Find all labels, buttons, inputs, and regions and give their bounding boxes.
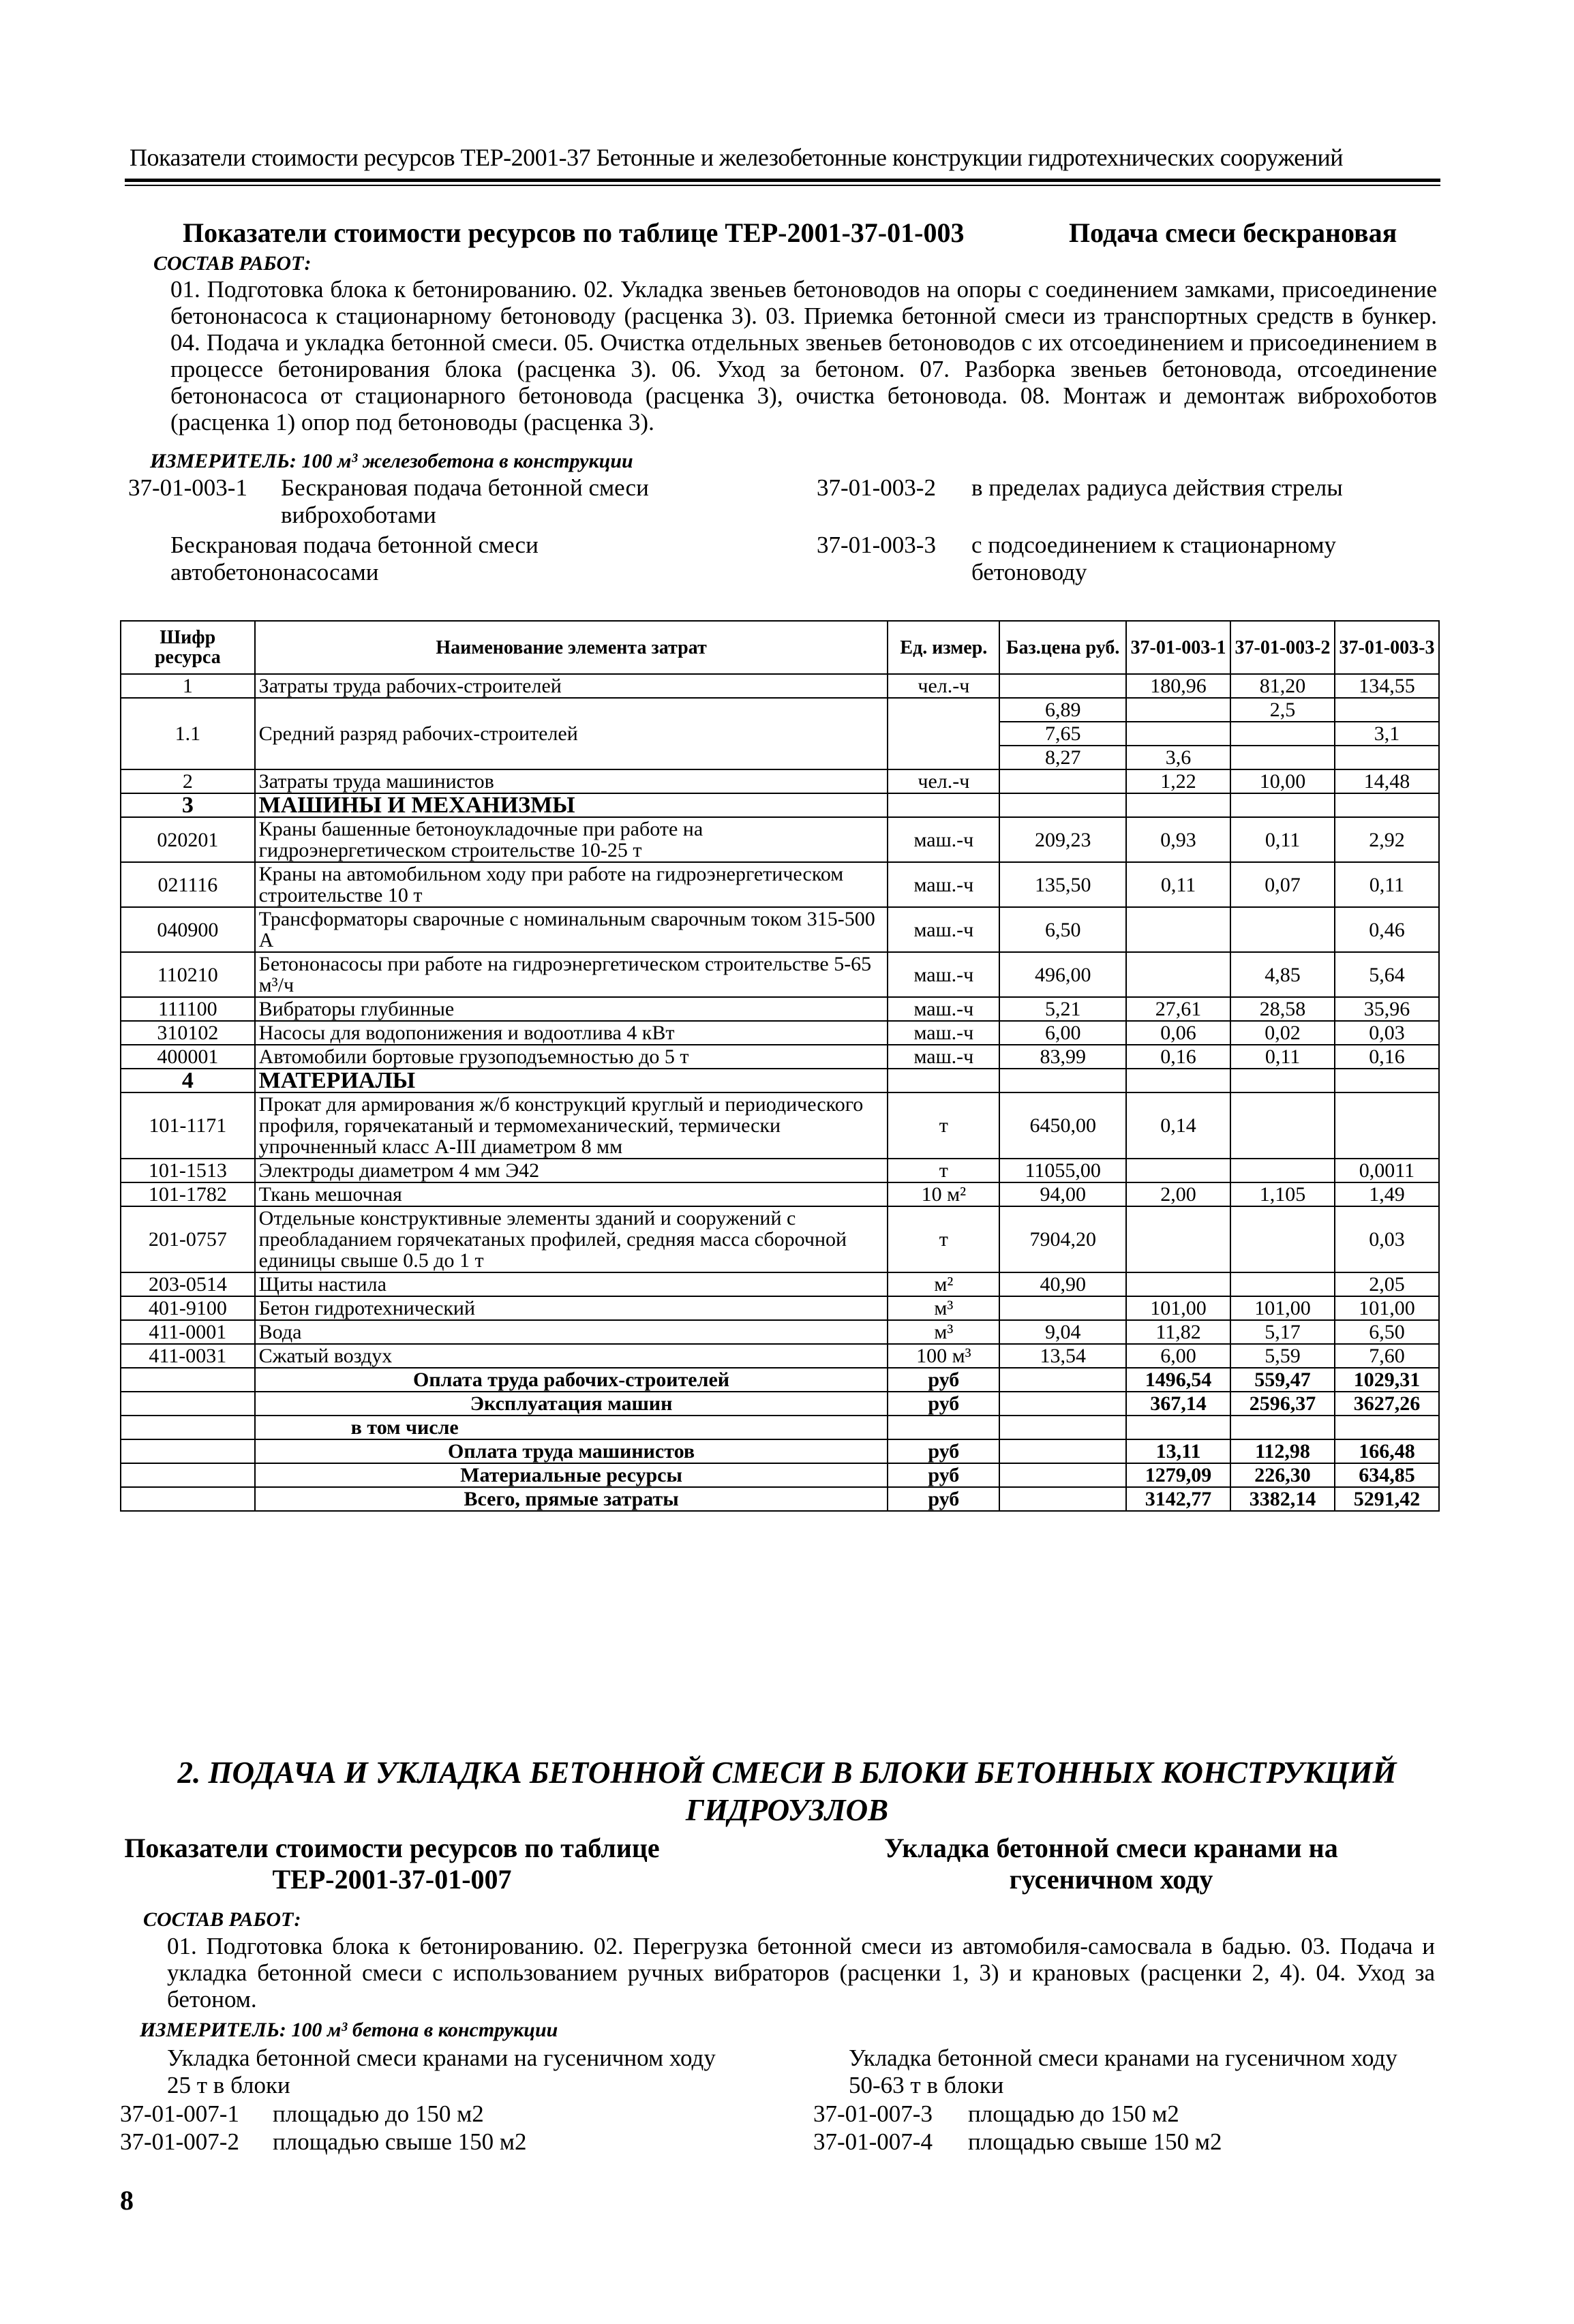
- cell-price: 11055,00: [999, 1159, 1126, 1182]
- code-desc: Бескрановая подача бетонной смеси автобетононасосами: [170, 532, 539, 585]
- summary-unit: руб: [888, 1463, 999, 1487]
- table-row: [121, 1272, 1439, 1296]
- cell-unit: маш.-ч: [888, 1045, 999, 1069]
- cell-unit: чел.-ч: [888, 769, 999, 793]
- summary-value: 2596,37: [1230, 1392, 1335, 1416]
- code-desc: Бескрановая подача бетонной смеси виброхоботами: [281, 474, 649, 528]
- cell-value: 6,00: [1126, 1344, 1230, 1368]
- cell-value: 7,60: [1335, 1344, 1439, 1368]
- cell-value: 0,07: [1230, 862, 1335, 907]
- cell-price: 5,21: [999, 997, 1126, 1021]
- cell-code: 4: [121, 1069, 255, 1092]
- cell-unit: маш.-ч: [888, 952, 999, 997]
- code-label: 37-01-003-1: [128, 474, 247, 501]
- summary-name: Оплата труда рабочих-строителей: [255, 1368, 888, 1392]
- cell-code: 040900: [121, 907, 255, 952]
- cell-code: 201-0757: [121, 1206, 255, 1272]
- table-row: [121, 1296, 1439, 1320]
- cell-value: 4,85: [1230, 952, 1335, 997]
- cell-value: [1126, 1206, 1230, 1272]
- cell-value: 0,46: [1335, 907, 1439, 952]
- cell-code: 111100: [121, 997, 255, 1021]
- cell-unit: чел.-ч: [888, 674, 999, 698]
- cell-unit: [888, 698, 999, 769]
- table-row: [121, 698, 1439, 722]
- cell-value: [1230, 1159, 1335, 1182]
- header-cell: Наименование элемента затрат: [255, 621, 888, 674]
- cell-value: 180,96: [1126, 674, 1230, 698]
- summary-value: 13,11: [1126, 1439, 1230, 1463]
- cell-name: Щиты настила: [255, 1272, 888, 1296]
- cell-price: 6,50: [999, 907, 1126, 952]
- cell-name: Ткань мешочная: [255, 1182, 888, 1206]
- cell-value: 1,49: [1335, 1182, 1439, 1206]
- cell-name: Бетононасосы при работе на гидроэнергетическом строительстве 5-65 м³/ч: [255, 952, 888, 997]
- code-label: 37-01-003-3: [817, 532, 936, 558]
- cell-value: [1230, 1092, 1335, 1159]
- code-label: 37-01-003-2: [817, 474, 936, 501]
- table-row: [121, 1206, 1439, 1272]
- cell-value: 101,00: [1126, 1296, 1230, 1320]
- summary-value: 3382,14: [1230, 1487, 1335, 1511]
- table-row: [121, 1182, 1439, 1206]
- cell-value: 0,11: [1230, 817, 1335, 862]
- cell-code: 101-1171: [121, 1092, 255, 1159]
- summary-unit: руб: [888, 1368, 999, 1392]
- summary-name: Оплата труда машинистов: [255, 1439, 888, 1463]
- cell-unit: м²: [888, 1272, 999, 1296]
- code-desc: площадью свыше 150 м2: [273, 2128, 527, 2155]
- cell-unit: маш.-ч: [888, 1021, 999, 1045]
- page-number: 8: [120, 2185, 134, 2216]
- table-row: [121, 817, 1439, 862]
- cell-value: [1230, 722, 1335, 746]
- cell-name: Затраты труда рабочих-строителей: [255, 674, 888, 698]
- code-desc: в пределах радиуса действия стрелы: [971, 474, 1343, 501]
- table-row: [121, 997, 1439, 1021]
- work-text: 01. Подготовка блока к бетонированию. 02. Перегрузка бетонной смеси из автомобиля-самосвала в бадью. 03. Подача и укладка бетонной смеси с использованием ручных вибраторов (расценки 1, 3) и крановых (расценки 2, 4). 04. Уход за бетоном.: [167, 1933, 1435, 2013]
- header-rule: [125, 179, 1440, 182]
- table-header-row: [121, 621, 1439, 674]
- cell-value: 0,02: [1230, 1021, 1335, 1045]
- work-text: 01. Подготовка блока к бетонированию. 02. Укладка звеньев бетоноводов на опоры с соединением замками, присоединение бетононасоса к стационарному бетоноводу (расценка 3). 03. Приемка бетонной смеси из транспортных средств в бункер. 04. Подача и укладка бетонной смеси. 05. Очистка отдельных звеньев бетоноводов с их отсоединением и присоединением в процессе бетонирования блока (расценка 3). 06. Уход за бетоном. 07. Разборка звеньев бетоновода, отсоединение бетононасоса от стационарного бетоновода (расценка 3), очистка бетоновода. 08. Монтаж и демонтаж виброхоботов (расценка 1) опор под бетоноводы (расценка 3).: [170, 276, 1437, 435]
- cell-price: 135,50: [999, 862, 1126, 907]
- code-label: 37-01-007-1: [120, 2100, 239, 2127]
- header-cell: 37-01-003-3: [1335, 621, 1439, 674]
- cell-value: [1126, 952, 1230, 997]
- group-head: Укладка бетонной смеси кранами на гусеничном ходу 50-63 т в блоки: [849, 2045, 1397, 2098]
- cell-unit: маш.-ч: [888, 862, 999, 907]
- cell-name: Насосы для водопонижения и водоотлива 4 кВт: [255, 1021, 888, 1045]
- cell-price: 83,99: [999, 1045, 1126, 1069]
- cell-value: 0,14: [1126, 1092, 1230, 1159]
- cell-value: 1,105: [1230, 1182, 1335, 1206]
- section2-heading-cont: ГИДРОУЗЛОВ: [685, 1793, 889, 1827]
- cell-value: 0,11: [1126, 862, 1230, 907]
- resource-table: [120, 620, 1440, 1512]
- cell-value: 28,58: [1230, 997, 1335, 1021]
- summary-value: 3142,77: [1126, 1487, 1230, 1511]
- cell-value: 101,00: [1335, 1296, 1439, 1320]
- cell-price: 13,54: [999, 1344, 1126, 1368]
- cell-value: 0,03: [1335, 1021, 1439, 1045]
- cell-name: Средний разряд рабочих-строителей: [255, 698, 888, 769]
- cell-value: 2,00: [1126, 1182, 1230, 1206]
- cell-price: 7,65: [999, 722, 1126, 746]
- cell-value: 134,55: [1335, 674, 1439, 698]
- group-head: Укладка бетонной смеси кранами на гусеничном ходу 25 т в блоки: [167, 2045, 716, 2098]
- cell-value: [1335, 1092, 1439, 1159]
- header-rule-thin: [125, 185, 1440, 186]
- cell-price: 94,00: [999, 1182, 1126, 1206]
- header-cell: Шифр ресурса: [121, 621, 255, 674]
- cell-value: [1335, 746, 1439, 769]
- cell-value: 2,92: [1335, 817, 1439, 862]
- cell-value: 3,1: [1335, 722, 1439, 746]
- cell-price: 8,27: [999, 746, 1126, 769]
- summary-value: 226,30: [1230, 1463, 1335, 1487]
- table-row: [121, 674, 1439, 698]
- table1-title-right: Подача смеси бескрановая: [1069, 217, 1397, 248]
- cell-value: 0,11: [1335, 862, 1439, 907]
- cell-unit: т: [888, 1092, 999, 1159]
- cell-unit: 10 м²: [888, 1182, 999, 1206]
- header-cell: Ед. измер.: [888, 621, 999, 674]
- summary-row: [121, 1368, 1439, 1392]
- summary-value: 166,48: [1335, 1439, 1439, 1463]
- code-desc: с подсоединением к стационарному бетоноводу: [971, 532, 1337, 585]
- summary-value: 3627,26: [1335, 1392, 1439, 1416]
- cell-code: 1: [121, 674, 255, 698]
- summary-name: Материальные ресурсы: [255, 1463, 888, 1487]
- cell-value: 2,5: [1230, 698, 1335, 722]
- cell-value: 0,16: [1335, 1045, 1439, 1069]
- cell-name: Затраты труда машинистов: [255, 769, 888, 793]
- cell-code: 101-1782: [121, 1182, 255, 1206]
- cell-name: Автомобили бортовые грузоподъемностью до 5 т: [255, 1045, 888, 1069]
- cell-value: 0,93: [1126, 817, 1230, 862]
- cell-code: 203-0514: [121, 1272, 255, 1296]
- cell-value: 81,20: [1230, 674, 1335, 698]
- cell-price: [999, 1296, 1126, 1320]
- cell-code: 1.1: [121, 698, 255, 769]
- cell-name: Краны башенные бетоноукладочные при работе на гидроэнергетическом строительстве 10-25 т: [255, 817, 888, 862]
- cell-name: Бетон гидротехнический: [255, 1296, 888, 1320]
- cell-value: 6,50: [1335, 1320, 1439, 1344]
- cell-unit: м³: [888, 1320, 999, 1344]
- table2-title-right: Укладка бетонной смеси кранами на: [884, 1833, 1338, 1863]
- code-desc: площадью до 150 м2: [968, 2100, 1179, 2127]
- work-label: СОСТАВ РАБОТ:: [143, 1908, 301, 1931]
- summary-row: [121, 1416, 1439, 1439]
- code-label: 37-01-007-2: [120, 2128, 239, 2155]
- summary-name: Всего, прямые затраты: [255, 1487, 888, 1511]
- table2-title-right-cont: гусеничном ходу: [1009, 1864, 1213, 1895]
- summary-unit: руб: [888, 1487, 999, 1511]
- code-desc: площадью до 150 м2: [273, 2100, 484, 2127]
- cell-value: 0,11: [1230, 1045, 1335, 1069]
- cell-value: [1335, 698, 1439, 722]
- summary-value: 559,47: [1230, 1368, 1335, 1392]
- summary-row: [121, 1487, 1439, 1511]
- cell-unit: т: [888, 1159, 999, 1182]
- meter-label: ИЗМЕРИТЕЛЬ: 100 м³ железобетона в конструкции: [150, 450, 633, 472]
- section-name: МАТЕРИАЛЫ: [255, 1069, 888, 1092]
- header-cell: 37-01-003-2: [1230, 621, 1335, 674]
- summary-value: 1496,54: [1126, 1368, 1230, 1392]
- code-desc: площадью свыше 150 м2: [968, 2128, 1222, 2155]
- cell-value: [1126, 1272, 1230, 1296]
- table2-title: Показатели стоимости ресурсов по таблице: [124, 1833, 660, 1863]
- section-name: МАШИНЫ И МЕХАНИЗМЫ: [255, 793, 888, 817]
- table-row: [121, 1021, 1439, 1045]
- cell-price: 6,89: [999, 698, 1126, 722]
- cell-name: Краны на автомобильном ходу при работе на гидроэнергетическом строительстве 10 т: [255, 862, 888, 907]
- cell-name: Прокат для армирования ж/б конструкций круглый и периодического профиля, горячекатаный и термомеханический, термически упрочненный класс А-III диаметром 8 мм: [255, 1092, 888, 1159]
- cell-price: 6,00: [999, 1021, 1126, 1045]
- cell-name: Сжатый воздух: [255, 1344, 888, 1368]
- table-row: [121, 907, 1439, 952]
- cell-name: Электроды диаметром 4 мм Э42: [255, 1159, 888, 1182]
- summary-value: 1279,09: [1126, 1463, 1230, 1487]
- cell-value: [1230, 907, 1335, 952]
- cell-value: [1126, 907, 1230, 952]
- cell-value: 35,96: [1335, 997, 1439, 1021]
- cell-value: [1126, 698, 1230, 722]
- table-row: [121, 952, 1439, 997]
- cell-value: 0,03: [1335, 1206, 1439, 1272]
- cell-name: Трансформаторы сварочные с номинальным сварочным током 315-500 А: [255, 907, 888, 952]
- summary-row: [121, 1439, 1439, 1463]
- table2-title-code: ТЕР-2001-37-01-007: [272, 1864, 512, 1895]
- cell-unit: маш.-ч: [888, 907, 999, 952]
- cell-value: 11,82: [1126, 1320, 1230, 1344]
- cell-value: 2,05: [1335, 1272, 1439, 1296]
- cell-code: 101-1513: [121, 1159, 255, 1182]
- section2-heading: 2. ПОДАЧА И УКЛАДКА БЕТОННОЙ СМЕСИ В БЛОКИ БЕТОННЫХ КОНСТРУКЦИЙ: [177, 1756, 1397, 1790]
- summary-name: в том числе: [255, 1416, 888, 1439]
- summary-name: Эксплуатация машин: [255, 1392, 888, 1416]
- cell-price: [999, 769, 1126, 793]
- table-row: [121, 1092, 1439, 1159]
- cell-code: 411-0031: [121, 1344, 255, 1368]
- work-label: СОСТАВ РАБОТ:: [153, 252, 312, 275]
- cell-unit: т: [888, 1206, 999, 1272]
- summary-row: [121, 1463, 1439, 1487]
- summary-row: [121, 1392, 1439, 1416]
- cell-value: 5,17: [1230, 1320, 1335, 1344]
- cell-price: 496,00: [999, 952, 1126, 997]
- summary-unit: руб: [888, 1392, 999, 1416]
- cell-code: 3: [121, 793, 255, 817]
- cell-value: 14,48: [1335, 769, 1439, 793]
- cell-value: 0,06: [1126, 1021, 1230, 1045]
- cell-unit: м³: [888, 1296, 999, 1320]
- cell-price: [999, 674, 1126, 698]
- section-row: [121, 793, 1439, 817]
- cell-value: 3,6: [1126, 746, 1230, 769]
- table-row: [121, 862, 1439, 907]
- cell-value: [1126, 1159, 1230, 1182]
- summary-value: 367,14: [1126, 1392, 1230, 1416]
- cell-value: 0,0011: [1335, 1159, 1439, 1182]
- header-cell: 37-01-003-1: [1126, 621, 1230, 674]
- summary-value: 634,85: [1335, 1463, 1439, 1487]
- cell-unit: маш.-ч: [888, 997, 999, 1021]
- cell-price: 9,04: [999, 1320, 1126, 1344]
- cell-value: 1,22: [1126, 769, 1230, 793]
- cell-name: Отдельные конструктивные элементы зданий и сооружений с преобладанием горячекатаных профилей, средняя масса сборочной единицы свыше 0.5 до 1 т: [255, 1206, 888, 1272]
- cell-value: 10,00: [1230, 769, 1335, 793]
- header-cell: Баз.цена руб.: [999, 621, 1126, 674]
- cell-code: 401-9100: [121, 1296, 255, 1320]
- cell-price: 6450,00: [999, 1092, 1126, 1159]
- cell-code: 2: [121, 769, 255, 793]
- code-label: 37-01-007-4: [813, 2128, 933, 2155]
- cell-code: 110210: [121, 952, 255, 997]
- section-row: [121, 1069, 1439, 1092]
- cell-price: 209,23: [999, 817, 1126, 862]
- cell-value: [1230, 1206, 1335, 1272]
- running-header: Показатели стоимости ресурсов ТЕР-2001-37 Бетонные и железобетонные конструкции гидротехнических сооружений: [130, 144, 1343, 171]
- cell-name: Вода: [255, 1320, 888, 1344]
- cell-name: Вибраторы глубинные: [255, 997, 888, 1021]
- cell-code: 021116: [121, 862, 255, 907]
- cell-code: 411-0001: [121, 1320, 255, 1344]
- cell-price: 7904,20: [999, 1206, 1126, 1272]
- cell-unit: маш.-ч: [888, 817, 999, 862]
- cell-value: 27,61: [1126, 997, 1230, 1021]
- table-row: [121, 1045, 1439, 1069]
- cell-unit: 100 м³: [888, 1344, 999, 1368]
- code-label: 37-01-007-3: [813, 2100, 933, 2127]
- cell-value: 0,16: [1126, 1045, 1230, 1069]
- cell-value: 5,64: [1335, 952, 1439, 997]
- meter-label: ИЗМЕРИТЕЛЬ: 100 м³ бетона в конструкции: [140, 2019, 558, 2041]
- cell-price: 40,90: [999, 1272, 1126, 1296]
- cell-value: 5,59: [1230, 1344, 1335, 1368]
- summary-unit: руб: [888, 1439, 999, 1463]
- cell-code: 020201: [121, 817, 255, 862]
- table1-title: Показатели стоимости ресурсов по таблице ТЕР-2001-37-01-003: [183, 217, 965, 248]
- cell-value: [1126, 722, 1230, 746]
- cell-value: 101,00: [1230, 1296, 1335, 1320]
- cell-value: [1230, 1272, 1335, 1296]
- summary-value: 1029,31: [1335, 1368, 1439, 1392]
- summary-value: 5291,42: [1335, 1487, 1439, 1511]
- summary-value: 112,98: [1230, 1439, 1335, 1463]
- cell-value: [1230, 746, 1335, 769]
- table-row: [121, 1320, 1439, 1344]
- table-row: [121, 769, 1439, 793]
- table-row: [121, 1159, 1439, 1182]
- cell-code: 310102: [121, 1021, 255, 1045]
- cell-code: 400001: [121, 1045, 255, 1069]
- table-row: [121, 1344, 1439, 1368]
